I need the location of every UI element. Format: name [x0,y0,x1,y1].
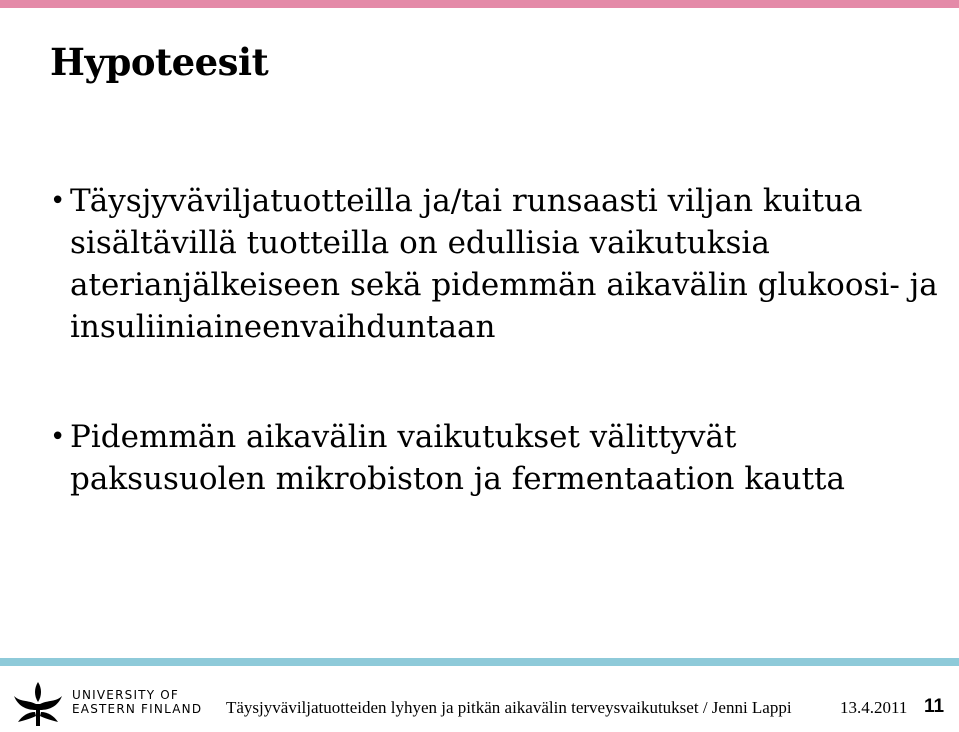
bullet-item [50,416,940,500]
bullet-item [50,180,940,348]
footer-date: 13.4.2011 [840,698,908,717]
university-name-line2: EASTERN FINLAND [72,702,203,716]
bullet-text: Pidemmän aikavälin vaikutukset välittyvät paksusuolen mikrobiston ja fermentaation kautta [70,419,845,497]
footer-caption: Täysjyväviljatuotteiden lyhyen ja pitkän aikavälin terveysvaikutukset / Jenni Lappi [226,698,792,717]
footer-accent-bar [0,658,959,666]
bullet-text: Täysjyväviljatuotteilla ja/tai runsaasti viljan kuitua sisältävillä tuotteilla on edullisia vaikutuksia aterianjälkeiseen sekä pidemmän aikavälin glukoosi- ja insuliiniaineenvaihduntaan [70,183,938,345]
university-name-line1: UNIVERSITY OF [72,688,180,702]
university-name [72,688,202,716]
bullet-marker: • [50,422,66,452]
bullet-marker: • [50,186,66,216]
slide-footer [0,666,959,732]
slide-title: Hypoteesit [50,40,269,84]
top-accent-bar [0,0,959,8]
university-logo-icon [8,674,68,728]
page-number: 11 [924,696,945,717]
